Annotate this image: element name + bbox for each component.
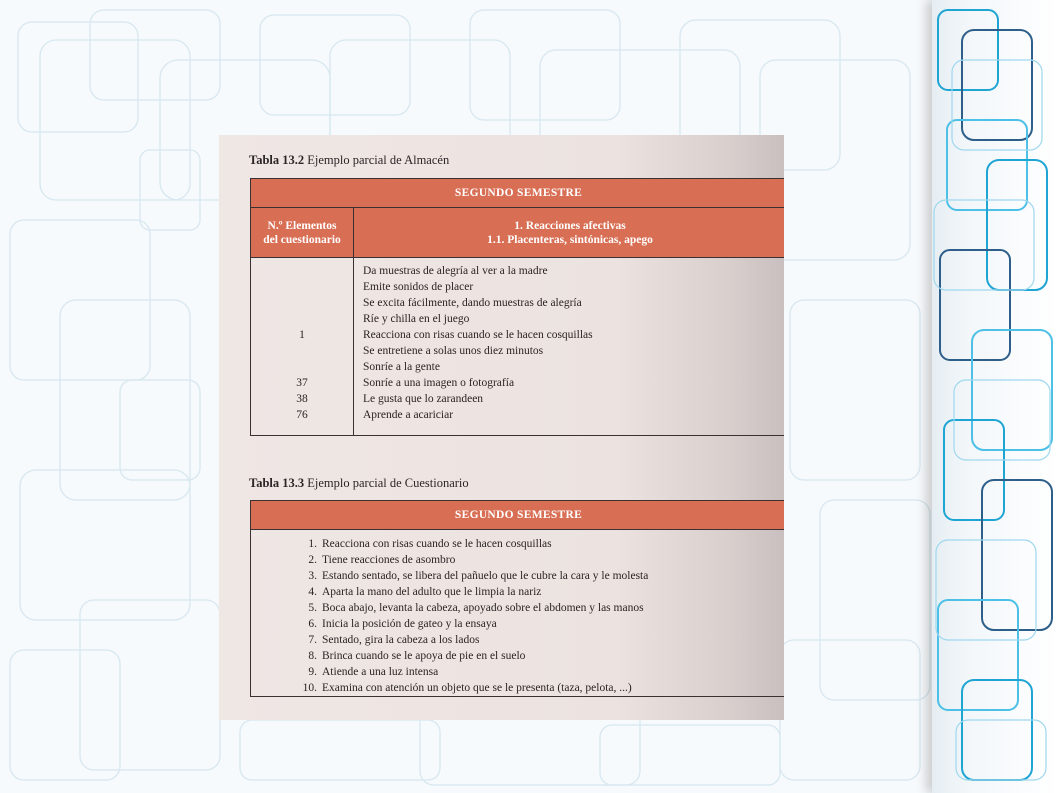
table2-list-item [299,666,438,678]
item-number: 9. [308,666,317,678]
item-text: Examina con atención un objeto que se le presenta (taza, pelota, ...) [322,682,632,694]
table2-list-item [299,554,455,566]
item-text: Brinca cuando se le apoya de pie en el suelo [322,650,526,662]
item-number: 3. [308,570,317,582]
table1-row-text: Se excita fácilmente, dando muestras de alegría [363,297,582,309]
table1-caption-label: Tabla 13.2 [249,153,305,167]
item-number: 10. [302,682,317,694]
table1-caption [249,153,449,168]
item-text: Tiene reacciones de asombro [322,554,456,566]
table2-header: SEGUNDO SEMESTRE [251,501,784,530]
table1-col1-header-line2: del cuestionario [263,233,341,246]
item-text: Aparta la mano del adulto que le limpia la nariz [322,586,542,598]
item-number: 7. [308,634,317,646]
table2-list-item [299,570,648,582]
table2-list-item [299,634,479,646]
table1-header: SEGUNDO SEMESTRE [251,179,784,208]
table2-list-item [299,538,552,550]
table2 [250,500,784,697]
table1-col2-header-line2: 1.1. Placenteras, sintónicas, apego [487,233,653,246]
table2-list-item [299,682,632,694]
item-text: Atiende a una luz intensa [322,666,439,678]
table1-row-text: Sonríe a una imagen o fotografía [363,377,515,389]
item-number: 8. [308,650,317,662]
table1-row-text: Reacciona con risas cuando se le hacen cosquillas [363,329,593,341]
item-number: 1. [308,538,317,550]
table1-body [251,258,784,435]
table1-row-number: 1 [299,329,305,341]
table1-row-text: Se entretiene a solas unos diez minutos [363,345,544,357]
table2-list-item [299,586,541,598]
item-text: Reacciona con risas cuando se le hacen cosquillas [322,538,552,550]
table1-col1-header [251,208,354,257]
table1-row-text: Le gusta que lo zarandeen [363,393,484,405]
table2-caption-text: Ejemplo parcial de Cuestionario [307,476,469,490]
table1-column-headers [251,208,784,258]
table2-list-item [299,618,497,630]
table1-col2-header-line1: 1. Reacciones afectivas [514,219,626,232]
table2-list-item [299,602,644,614]
item-text: Inicia la posición de gateo y la ensaya [322,618,497,630]
table1-col1-header-line1: N.º Elementos [267,219,337,232]
table1 [250,178,784,436]
table1-row-text: Aprende a acariciar [363,409,454,421]
table1-row-text: Emite sonidos de placer [363,281,474,293]
table2-caption-label: Tabla 13.3 [249,476,305,490]
book-page-photo [219,135,784,720]
table1-row-number: 76 [296,409,308,421]
item-number: 4. [308,586,317,598]
item-text: Estando sentado, se libera del pañuelo que le cubre la cara y le molesta [322,570,649,582]
decorative-side-strip [932,0,1058,793]
item-text: Sentado, gira la cabeza a los lados [322,634,480,646]
table1-col2-header [354,208,784,257]
table1-row-text: Ríe y chilla en el juego [363,313,470,325]
table1-row-text: Da muestras de alegría al ver a la madre [363,265,548,277]
item-number: 6. [308,618,317,630]
item-number: 5. [308,602,317,614]
table1-number-column [251,258,354,435]
table2-body [251,530,784,696]
table1-row-number: 38 [296,393,308,405]
table2-list-item [299,650,525,662]
table1-caption-text: Ejemplo parcial de Almacén [307,153,450,167]
item-number: 2. [308,554,317,566]
table1-row-text: Sonríe a la gente [363,361,440,373]
table1-items-column [354,258,784,435]
item-text: Boca abajo, levanta la cabeza, apoyado sobre el abdomen y las manos [322,602,644,614]
table1-row-number: 37 [296,377,308,389]
table2-caption [249,476,469,491]
